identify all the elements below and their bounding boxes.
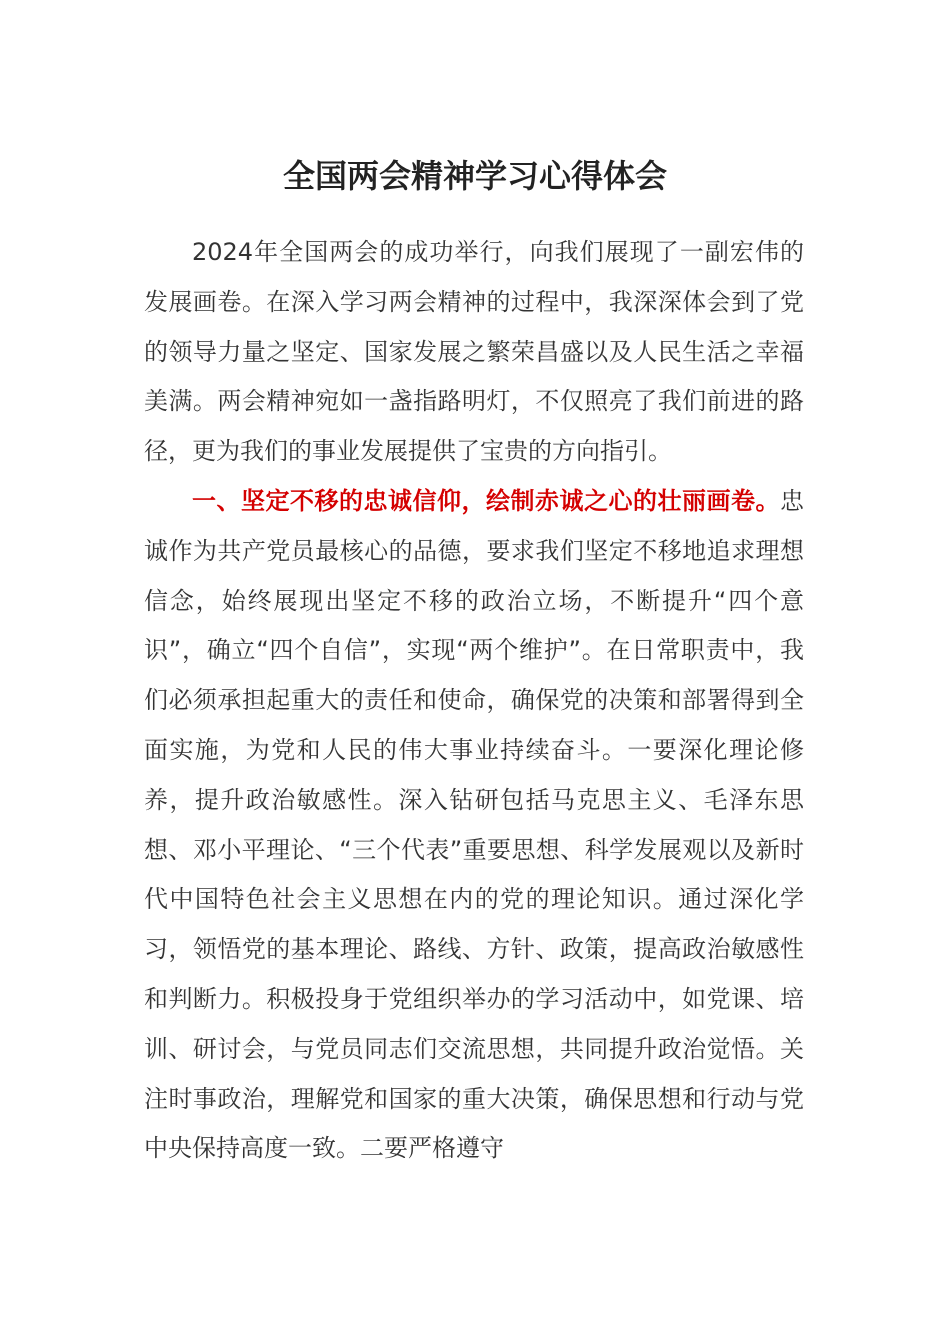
paragraph-intro-text: 2024年全国两会的成功举行，向我们展现了一副宏伟的发展画卷。在深入学习两会精神的过程中，我深深体会到了党的领导力量之坚定、国家发展之繁荣昌盛以及人民生活之幸福美满。两会精神宛如一盏指路明灯，不仅照亮了我们前进的路径，更为我们的事业发展提供了宝贵的方向指引。 xyxy=(144,238,804,466)
paragraph-section-one-text: 忠诚作为共产党员最核心的品德，要求我们坚定不移地追求理想信念，始终展现出坚定不移的政治立场，不断提升“四个意识”，确立“四个自信”，实现“两个维护”。在日常职责中，我们必须承担起重大的责任和使命，确保党的决策和部署得到全面实施，为党和人民的伟大事业持续奋斗。一要深化理论修养，提升政治敏感性。深入钻研包括马克思主义、毛泽东思想、邓小平理论、“三个代表”重要思想、科学发展观以及新时代中国特色社会主义思想在内的党的理论知识。通过深化学习，领悟党的基本理论、路线、方针、政策，提高政治敏感性和判断力。积极投身于党组织举办的学习活动中，如党课、培训、研讨会，与党员同志们交流思想，共同提升政治觉悟。关注时事政治，理解党和国家的重大决策，确保思想和行动与党中央保持高度一致。二要严格遵守 xyxy=(144,487,804,1163)
paragraph-section-one xyxy=(144,477,804,1174)
section-heading: 一、坚定不移的忠诚信仰，绘制赤诚之心的壮丽画卷。 xyxy=(192,487,780,515)
paragraph-intro xyxy=(144,228,804,477)
document-title: 全国两会精神学习心得体会 xyxy=(282,157,667,195)
